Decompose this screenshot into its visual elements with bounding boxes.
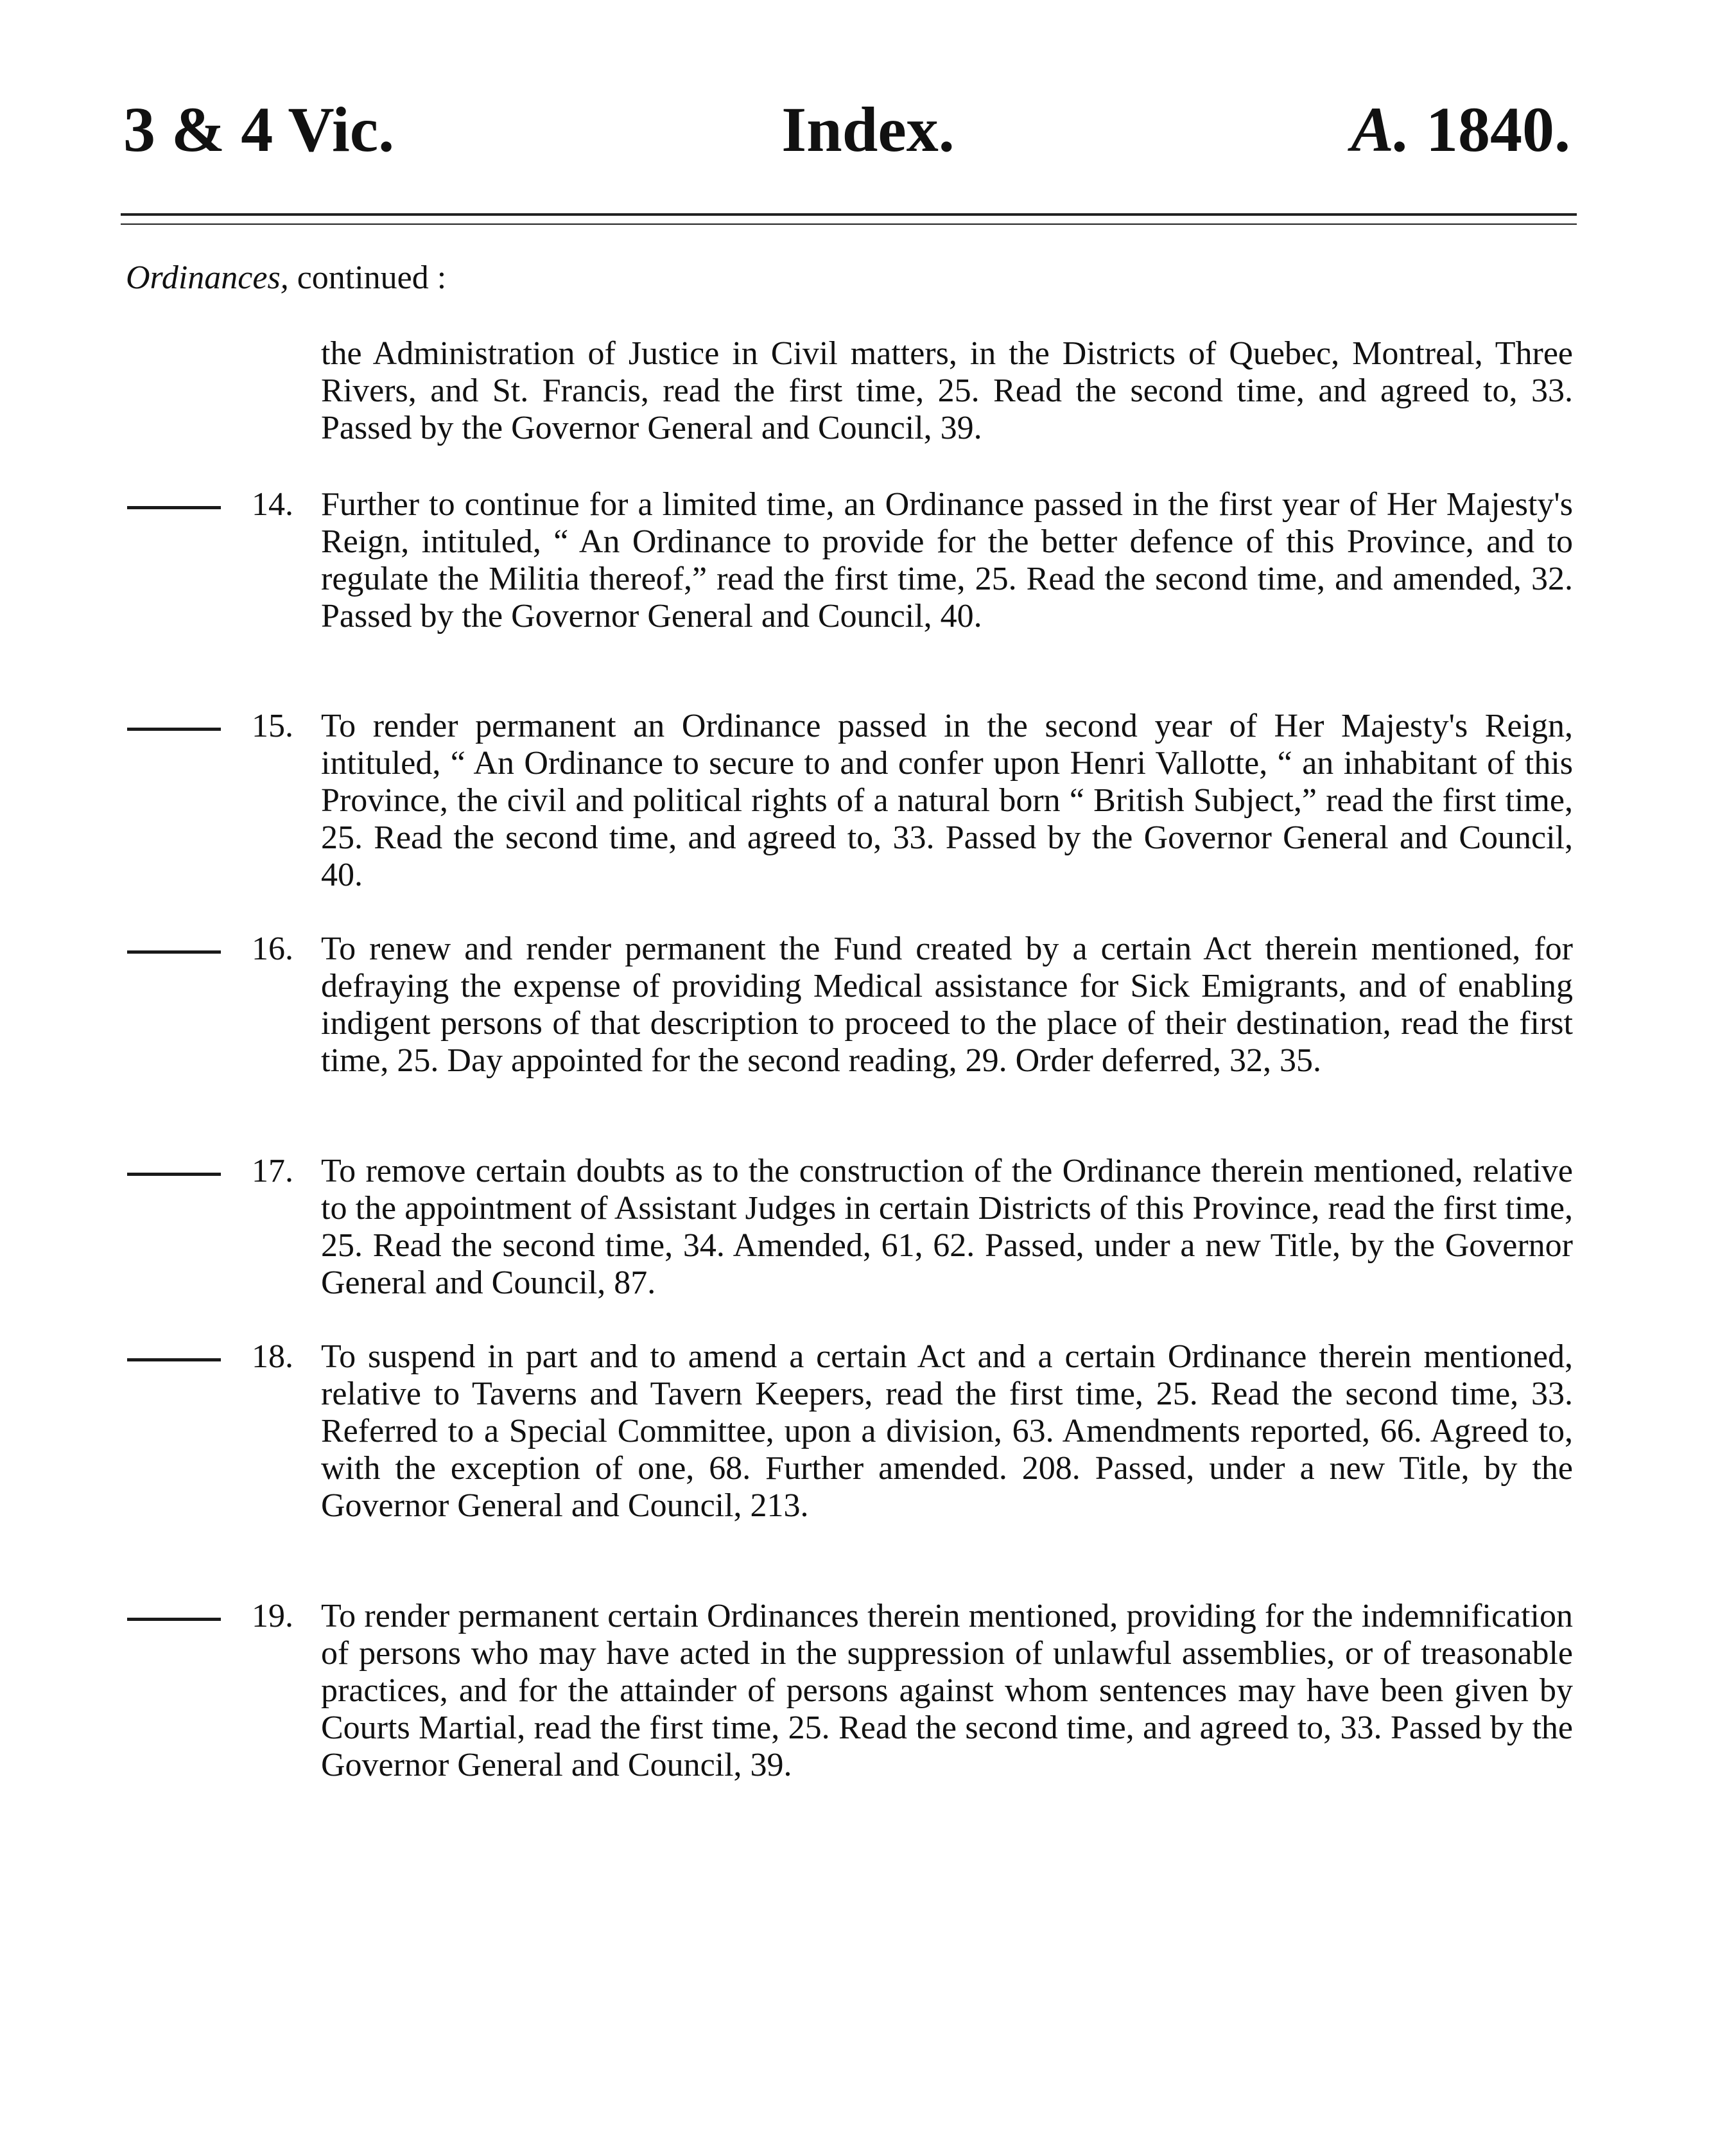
header-year-number: 1840. — [1426, 94, 1570, 165]
header-anno: A. — [1351, 94, 1410, 165]
entry-text: To render permanent an Ordinance passed in the second year of Her Majesty's Reign, intituled, “ An Ordinance to secure to and confer upon Henri Vallotte, “ an inhabitant of this Province, the civil and political rights of a natural born “ British Subject,” read the first time, 25. Read the second time, and agreed to, 33. Passed by the Governor General and Council, 40. — [321, 708, 1573, 893]
entry-text: To remove certain doubts as to the construction of the Ordinance therein mentioned, relative to the appointment of Assistant Judges in certain Districts of this Province, read the first time, 25. Read the second time, 34. Amended, 61, 62. Passed, under a new Title, by the Governor General and Council, 87. — [321, 1153, 1573, 1301]
section-continued: continued : — [297, 259, 447, 296]
entry-number: 18. — [252, 1338, 293, 1375]
entry-dash — [127, 728, 221, 731]
entry-dash — [127, 1173, 221, 1176]
entry-text: the Administration of Justice in Civil matters, in the Districts of Quebec, Montreal, Three Rivers, and St. Francis, read the first time, 25. Read the second time, and agreed to, 33. Passed by the Governor General and Council, 39. — [321, 335, 1573, 446]
entry-text: To suspend in part and to amend a certain Act and a certain Ordinance therein mentioned, relative to Taverns and Tavern Keepers, read the first time, 25. Read the second time, 33. Referred to a Special Committee, upon a division, 63. Amendments reported, 66. Agreed to, with the exception of one, 68. Further amended. 208. Passed, under a new Title, by the Governor General and Council, 213. — [321, 1338, 1573, 1524]
section-heading — [126, 258, 446, 298]
header-year — [1351, 94, 1570, 165]
entry-number: 15. — [252, 708, 293, 744]
entry-text: To render permanent certain Ordinances therein mentioned, providing for the indemnification of persons who may have acted in the suppression of unlawful assemblies, or of treasonable practices, and for the attainder of persons against whom sentences may have been given by Courts Martial, read the first time, 25. Read the second time, and agreed to, 33. Passed by the Governor General and Council, 39. — [321, 1598, 1573, 1783]
header-session: 3 & 4 Vic. — [123, 94, 395, 165]
entry-text: Further to continue for a limited time, an Ordinance passed in the first year of Her Majesty's Reign, intituled, “ An Ordinance to provide for the better defence of this Province, and to regulate the Militia thereof,” read the first time, 25. Read the second time, and amended, 32. Passed by the Governor General and Council, 40. — [321, 486, 1573, 634]
entry-number: 16. — [252, 931, 293, 967]
entry-dash — [127, 1618, 221, 1621]
entry-number: 14. — [252, 486, 293, 523]
entry-dash — [127, 1358, 221, 1361]
entry-number: 19. — [252, 1598, 293, 1634]
entry-dash — [127, 950, 221, 954]
entry-dash — [127, 506, 221, 509]
section-title: Ordinances, — [126, 259, 289, 296]
header-rule-bottom — [121, 223, 1577, 225]
entry-text: To renew and render permanent the Fund created by a certain Act therein mentioned, for defraying the expense of providing Medical assistance for Sick Emigrants, and of enabling indigent persons of that description to proceed to the place of their destination, read the first time, 25. Day appointed for the second reading, 29. Order deferred, 32, 35. — [321, 931, 1573, 1079]
header-title: Index. — [781, 94, 955, 165]
header-rule-top — [121, 213, 1577, 216]
entry-number: 17. — [252, 1153, 293, 1189]
